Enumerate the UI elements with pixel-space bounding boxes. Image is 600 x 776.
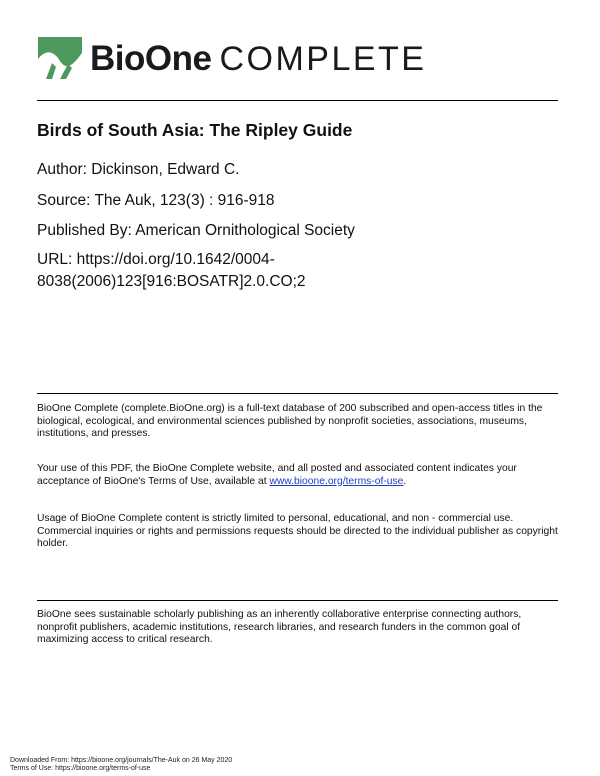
article-title: Birds of South Asia: The Ripley Guide [37, 120, 353, 140]
article-source: Source: The Auk, 123(3) : 916-918 [37, 192, 275, 209]
logo-wordmark [90, 39, 427, 86]
logo-bioone-text: BioOne [90, 39, 212, 78]
terms-notice [37, 463, 559, 488]
article-url-line-1[interactable]: URL: https://doi.org/10.1642/0004- [37, 251, 275, 268]
terms-of-use-link[interactable]: www.bioone.org/terms-of-use [269, 475, 404, 487]
mission-divider [37, 600, 558, 601]
download-info: Downloaded From: https://bioone.org/journals/The-Auk on 26 May 2020 [10, 757, 233, 764]
article-author: Author: Dickinson, Edward C. [37, 161, 240, 178]
mission-statement: BioOne sees sustainable scholarly publishing as an inherently collaborative enterprise connecting authors, nonprofit publishers, academic institutions, research libraries, and research funders in the common goal of maximizing access to critical research. [37, 609, 522, 646]
terms-notice-text: Your use of this PDF, the BioOne Complete website, and all posted and associated content indicates your acceptance of BioOne's Terms of Use, available at [37, 463, 517, 487]
logo-complete-text: COMPLETE [219, 40, 427, 78]
bioone-logo-mark-icon [38, 37, 82, 79]
header-divider [37, 100, 558, 101]
bioone-complete-logo [38, 37, 438, 79]
about-notice: BioOne Complete (complete.BioOne.org) is a full-text database of 200 subscribed and open-access titles in the biological, ecological, and environmental sciences published by nonprofit societies, associations, museums, institutions, and presses. [37, 403, 543, 440]
terms-info: Terms of Use: https://bioone.org/terms-of-use [10, 765, 151, 772]
usage-notice: Usage of BioOne Complete content is strictly limited to personal, educational, and non - commercial use. Commercial inquiries or rights and permissions requests should be directed to the individual publisher as copyright holder. [37, 513, 558, 550]
notice-divider [37, 393, 558, 394]
terms-notice-end: . [403, 475, 407, 487]
article-url-line-2[interactable]: 8038(2006)123[916:BOSATR]2.0.CO;2 [37, 273, 306, 290]
article-publisher: Published By: American Ornithological Society [37, 222, 355, 239]
